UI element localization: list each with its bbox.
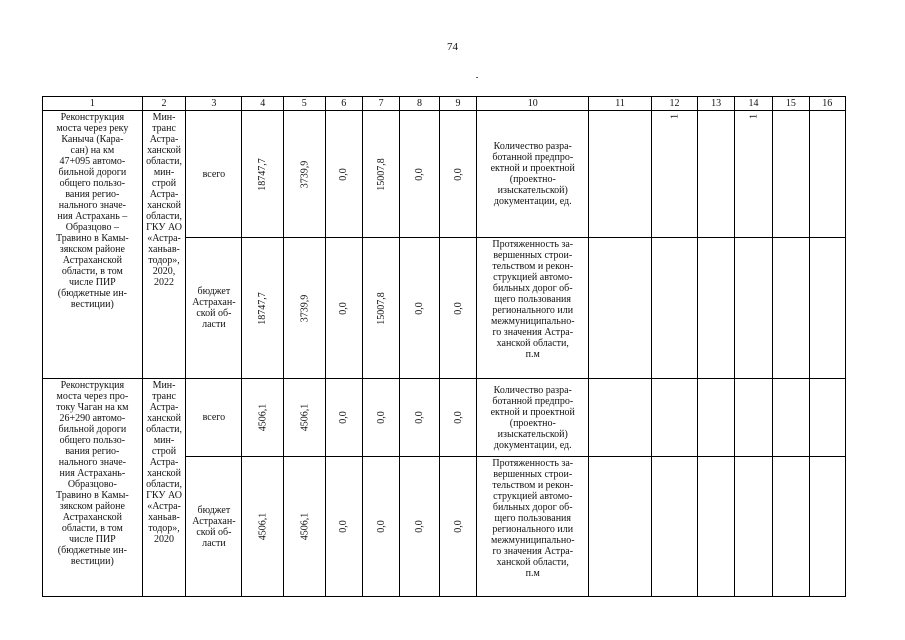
program-table	[42, 96, 846, 597]
value-text: 4506,1	[257, 512, 269, 541]
value-cell	[242, 111, 284, 238]
indicator-value-cell	[809, 379, 845, 457]
value-cell	[400, 111, 439, 238]
column-number: 16	[809, 97, 845, 111]
value-text: 0,0	[338, 411, 350, 424]
value-cell	[362, 457, 399, 597]
value-cell	[242, 457, 284, 597]
indicator-cell: Количество разра- ботанной предпро- ектной и проектной (проектно- изыскательской) документации, ед.	[477, 379, 589, 457]
indicator-value-cell	[734, 457, 772, 597]
value-cell	[325, 111, 362, 238]
column-number: 6	[325, 97, 362, 111]
value-text: 0,0	[375, 520, 387, 533]
column-number: 12	[651, 97, 698, 111]
value-cell	[242, 379, 284, 457]
value-text: 4506,1	[257, 403, 269, 432]
indicator-value-cell	[809, 111, 845, 238]
indicator-value-cell	[773, 379, 809, 457]
value-cell	[362, 238, 399, 379]
indicator-value-cell	[698, 111, 734, 238]
value-text: 0,0	[414, 520, 426, 533]
column-number: 2	[142, 97, 186, 111]
value-text: 0,0	[414, 167, 426, 181]
funding-source-cell: всего	[186, 111, 242, 238]
column-number-row	[43, 97, 846, 111]
indicator-value-cell	[698, 379, 734, 457]
object-name-cell: Реконструкция моста через реку Каныча (Кара- сан) на км 47+095 автомо- бильной дороги общего пользо- вания регио- нального значе- ния Астрахань – Образцово – Травино в Камы- зякском районе Астраханской области, в том числе ПИР (бюджетные ин- вестиции)	[43, 111, 143, 379]
value-cell	[400, 238, 439, 379]
value-cell	[439, 111, 476, 238]
indicator-value-cell	[589, 238, 651, 379]
value-text: 4506,1	[298, 512, 310, 541]
value-text: 0,0	[338, 301, 350, 315]
value-text: 0,0	[452, 520, 464, 533]
value-text: 0,0	[414, 411, 426, 424]
indicator-value-cell	[698, 238, 734, 379]
value-text: 0,0	[338, 167, 350, 181]
value-cell	[325, 457, 362, 597]
indicator-value-cell	[773, 111, 809, 238]
column-number: 1	[43, 97, 143, 111]
funding-source-cell: бюджет Астрахан- ской об- ласти	[186, 457, 242, 597]
value-text: 0,0	[452, 301, 464, 315]
indicator-value-cell	[734, 111, 772, 238]
funding-source-cell: всего	[186, 379, 242, 457]
indicator-cell: Количество разра- ботанной предпро- ектной и проектной (проектно- изыскательской) документации, ед.	[477, 111, 589, 238]
value-cell	[439, 379, 476, 457]
column-number: 3	[186, 97, 242, 111]
value-cell	[400, 457, 439, 597]
indicator-value-cell	[734, 379, 772, 457]
value-cell	[362, 379, 399, 457]
page-number: 74	[447, 41, 458, 53]
executor-cell: Мин- транс Астра- ханской области, мин- строй Астра- ханской области, ГКУ АО «Астра- ханьав- тодор», 2020, 2022	[142, 111, 186, 379]
value-cell	[400, 379, 439, 457]
indicator-value: 1	[668, 113, 681, 120]
indicator-value-cell	[734, 238, 772, 379]
table-row	[43, 379, 846, 457]
value-cell	[325, 238, 362, 379]
indicator-value-cell	[589, 457, 651, 597]
value-text: 0,0	[452, 411, 464, 424]
table-row	[43, 111, 846, 238]
executor-cell: Мин- транс Астра- ханской области, мин- строй Астра- ханской области, ГКУ АО «Астра- ханьав- тодор», 2020	[142, 379, 186, 597]
column-number: 10	[477, 97, 589, 111]
value-text: 15007,8	[375, 157, 387, 191]
indicator-value-cell	[589, 111, 651, 238]
indicator-value: 1	[746, 113, 759, 120]
value-cell	[325, 379, 362, 457]
value-text: 4506,1	[298, 403, 310, 432]
column-number: 5	[283, 97, 325, 111]
value-text: 18747,7	[257, 291, 269, 325]
indicator-value-cell	[651, 379, 698, 457]
indicator-cell: Протяженность за- вершенных строи- тельством и рекон- струкцией автомо- бильных дорог об- щего пользования регионального или межмуниципально- го значения Астра- ханской области, п.м	[477, 238, 589, 379]
value-cell	[283, 457, 325, 597]
column-number: 11	[589, 97, 651, 111]
value-text: 3739,9	[298, 160, 310, 188]
column-number: 4	[242, 97, 284, 111]
value-cell	[242, 238, 284, 379]
indicator-value-cell	[651, 238, 698, 379]
value-cell	[362, 111, 399, 238]
value-text: 0,0	[338, 520, 350, 533]
column-number: 13	[698, 97, 734, 111]
column-number: 14	[734, 97, 772, 111]
value-text: 0,0	[452, 167, 464, 181]
scan-artifact	[476, 77, 478, 78]
indicator-value-cell	[698, 457, 734, 597]
indicator-value-cell	[809, 457, 845, 597]
value-text: 15007,8	[375, 291, 387, 325]
value-cell	[283, 111, 325, 238]
value-cell	[439, 238, 476, 379]
value-cell	[283, 238, 325, 379]
column-number: 15	[773, 97, 809, 111]
column-number: 9	[439, 97, 476, 111]
value-cell	[283, 379, 325, 457]
indicator-value-cell	[651, 457, 698, 597]
value-text: 0,0	[414, 301, 426, 315]
value-text: 3739,9	[298, 294, 310, 322]
column-number: 8	[400, 97, 439, 111]
value-text: 0,0	[375, 411, 387, 424]
indicator-value-cell	[773, 457, 809, 597]
value-text: 18747,7	[257, 157, 269, 191]
indicator-value-cell	[773, 238, 809, 379]
indicator-cell: Протяженность за- вершенных строи- тельством и рекон- струкцией автомо- бильных дорог об- щего пользования регионального или межмуниципально- го значения Астра- ханской области, п.м	[477, 457, 589, 597]
object-name-cell: Реконструкция моста через про- току Чаган на км 26+290 автомо- бильной дороги общего пользо- вания регио- нального значе- ния Астрахань- Образцово- Травино в Камы- зякском районе Астраханской области, в том числе ПИР (бюджетные ин- вестиции)	[43, 379, 143, 597]
indicator-value-cell	[589, 379, 651, 457]
value-cell	[439, 457, 476, 597]
indicator-value-cell	[809, 238, 845, 379]
funding-source-cell: бюджет Астрахан- ской об- ласти	[186, 238, 242, 379]
column-number: 7	[362, 97, 399, 111]
indicator-value-cell	[651, 111, 698, 238]
